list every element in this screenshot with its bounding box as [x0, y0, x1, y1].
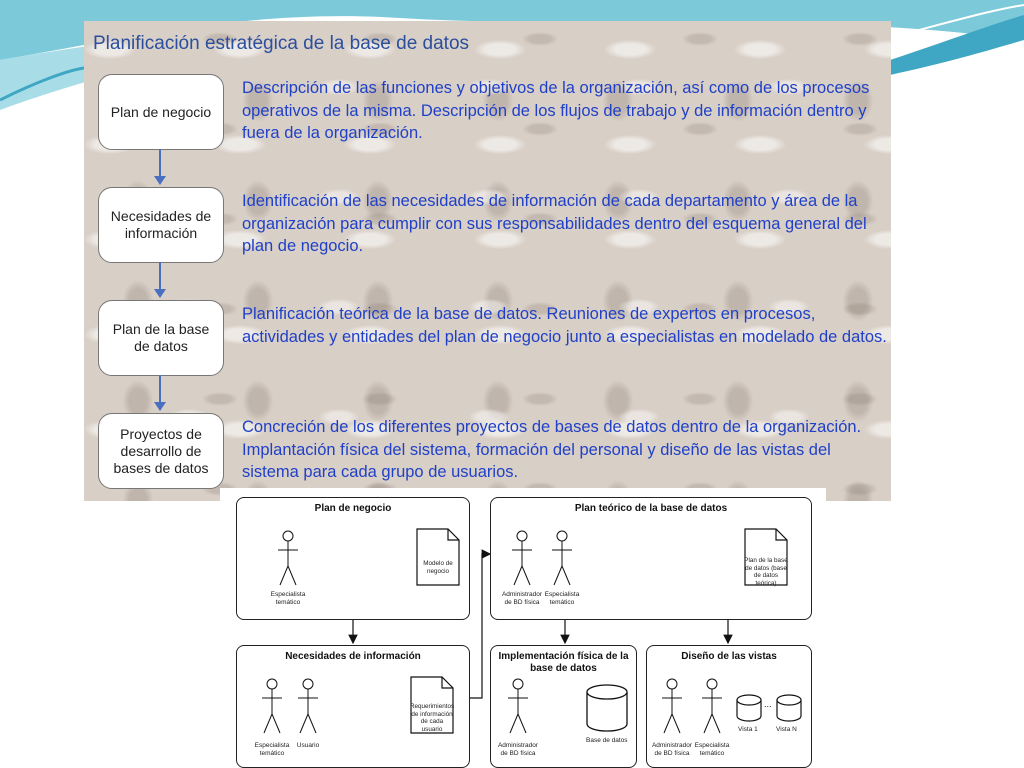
ellipsis: ...: [764, 699, 772, 709]
actor-icon: [262, 678, 282, 738]
view-icon: [776, 694, 802, 722]
document-label: Modelo de negocio: [423, 560, 453, 575]
view-label: Vista 1: [738, 726, 758, 733]
step-description-plan-negocio: Descripción de las funciones y objetivos de la organización, así como de los procesos operativos de la misma. Descripción de los flujos de trabajo y de información dentro y fuera de la organización.: [242, 79, 870, 142]
box-title: Implementación física de la base de datos: [498, 651, 629, 674]
database-label: Base de datos: [586, 737, 628, 744]
actor-label: Administrador de BD física: [497, 742, 539, 757]
process-diagram: [220, 488, 826, 768]
step-description-plan-bd: Planificación teórica de la base de datos. Reuniones de expertos en procesos, actividades y entidades del plan de negocio junto a especialistas en modelado de datos.: [242, 305, 887, 346]
actor-icon: [512, 530, 532, 590]
flow-arrow: [159, 262, 161, 296]
step-description-necesidades: Identificación de las necesidades de información de cada departamento y área de la organización para cumplir con sus responsabilidades dentro del esquema general del plan de negocio.: [242, 192, 867, 255]
actor-label: Especialista temático: [544, 591, 580, 606]
view-label: Vista N: [776, 726, 797, 733]
step-box-plan-negocio: Plan de negocio: [98, 74, 224, 150]
box-title: Plan de negocio: [314, 503, 392, 514]
document-icon: [416, 528, 460, 586]
actor-icon: [298, 678, 318, 738]
flow-arrow: [159, 375, 161, 409]
actor-icon: [552, 530, 572, 590]
flow-arrow: [159, 149, 161, 183]
step-description-proyectos: Concreción de los diferentes proyectos de bases de datos dentro de la organización. Implantación física del sistema, formación del personal y diseño de las vistas del sistema para cada grupo de usuarios.: [242, 418, 862, 481]
actor-icon: [662, 678, 682, 738]
actor-icon: [278, 530, 298, 590]
view-icon: [736, 694, 762, 722]
document-label: Requerimientos de información de cada usuario: [410, 703, 455, 733]
step-box-proyectos: Proyectos de desarrollo de bases de datos: [98, 413, 224, 489]
step-box-necesidades: Necesidades de información: [98, 187, 224, 263]
page-title: Planificación estratégica de la base de datos: [93, 33, 470, 54]
box-title: Necesidades de información: [285, 651, 421, 662]
actor-label: Especialista temático: [270, 591, 306, 606]
actor-label: Especialista temático: [694, 742, 730, 757]
planning-panel: [84, 21, 891, 501]
actor-label: Especialista temático: [254, 742, 290, 757]
actor-label: Administrador de BD física: [651, 742, 693, 757]
document-label: Plan de la base de datos (base de datos teórica): [744, 557, 788, 587]
actor-label: Usuario: [296, 742, 320, 749]
actor-label: Administrador de BD física: [501, 591, 543, 606]
step-box-plan-bd: Plan de la base de datos: [98, 300, 224, 376]
actor-icon: [702, 678, 722, 738]
box-title: Diseño de las vistas: [681, 651, 777, 662]
box-title: Plan teórico de la base de datos: [574, 503, 728, 514]
actor-icon: [508, 678, 528, 738]
database-icon: [586, 684, 628, 732]
